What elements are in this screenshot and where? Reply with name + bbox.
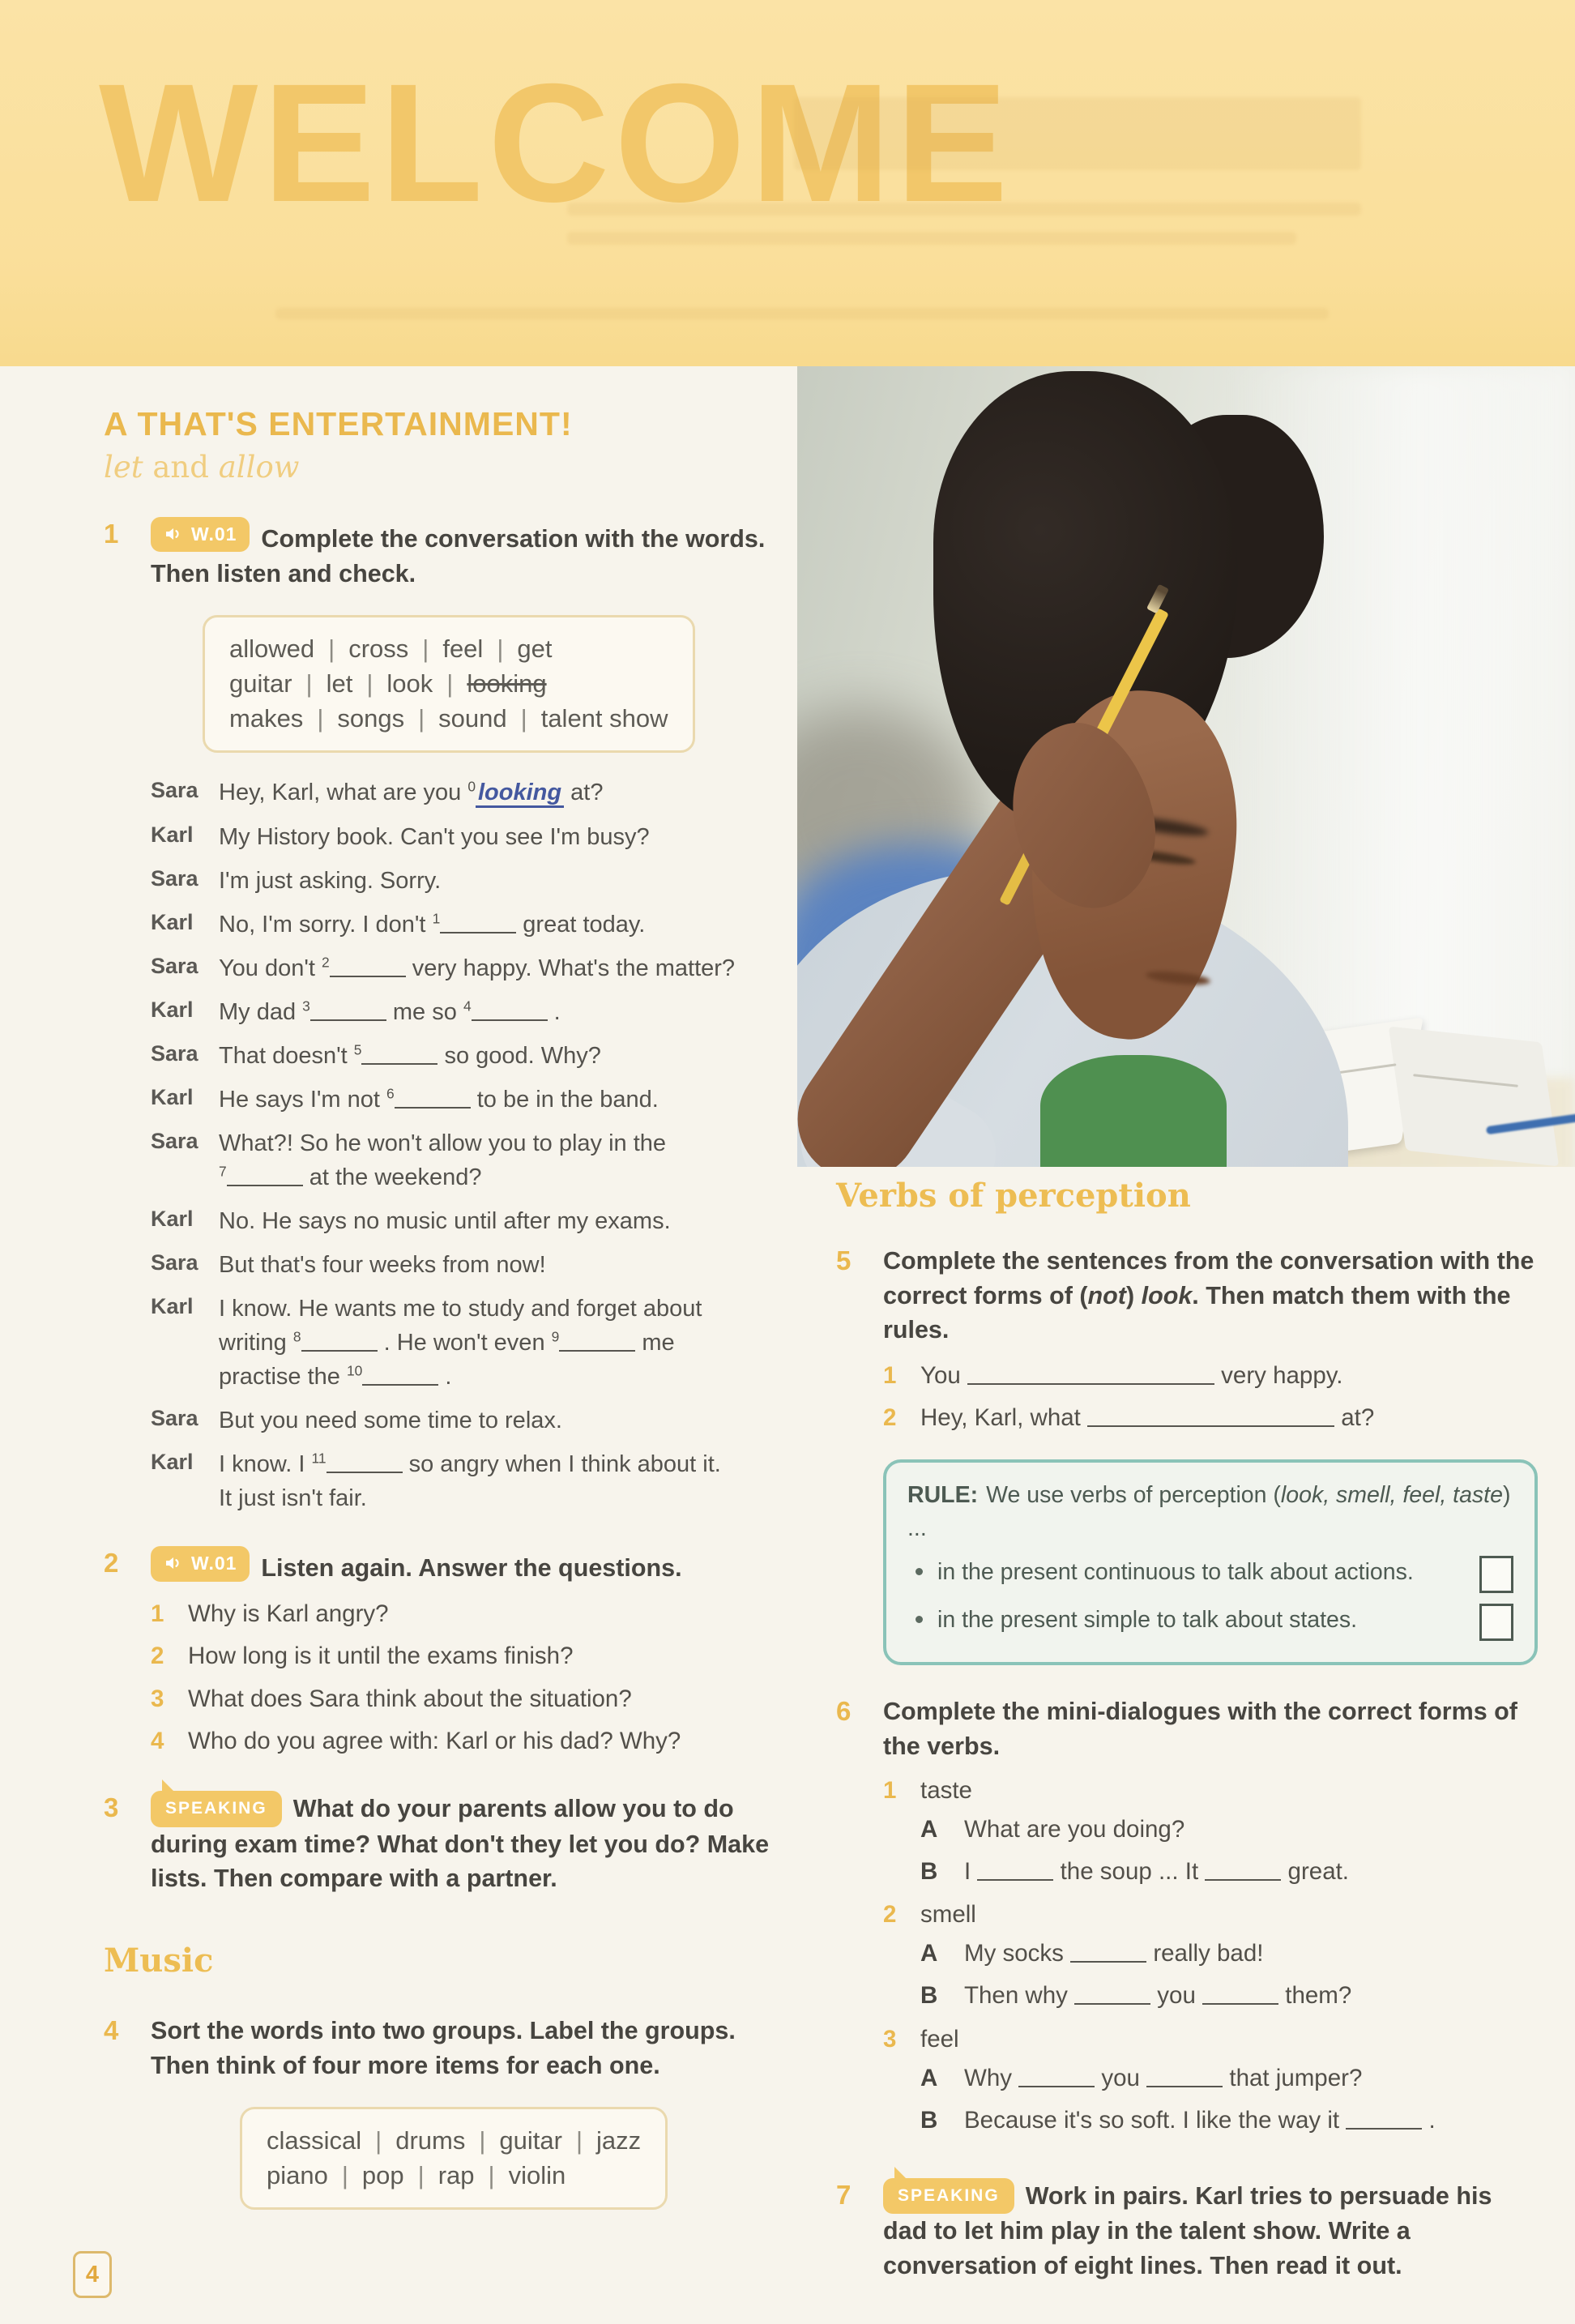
conversation-line bbox=[151, 951, 783, 985]
answer-blank[interactable] bbox=[1202, 1980, 1278, 2005]
blank-number: 2 bbox=[322, 954, 330, 970]
speech-text bbox=[219, 1204, 783, 1238]
audio-track-label: W.01 bbox=[191, 1553, 237, 1574]
blank-number: 8 bbox=[292, 1328, 301, 1345]
answer-blank[interactable] bbox=[967, 1360, 1214, 1385]
page-top-banner bbox=[0, 0, 1575, 366]
dialogue-verb-row bbox=[883, 2026, 1538, 2053]
exercise-1 bbox=[104, 517, 783, 1525]
conversation-line bbox=[151, 1292, 783, 1394]
speaker-name: Karl bbox=[151, 1084, 194, 1109]
question-text: Why is Karl angry? bbox=[188, 1600, 389, 1628]
text-segment: that jumper? bbox=[1223, 2065, 1363, 2092]
speaker-name: Sara bbox=[151, 953, 198, 978]
dialogue-speaker-label: B bbox=[920, 2107, 938, 2134]
speech-text bbox=[219, 775, 783, 810]
text-segment: . bbox=[1422, 2107, 1436, 2134]
rule-bullets bbox=[907, 1556, 1513, 1641]
text-segment: ) ... bbox=[907, 1481, 1511, 1541]
exercise-1-instruction bbox=[151, 517, 783, 591]
word-separator: | bbox=[317, 704, 324, 733]
conversation-line bbox=[151, 1403, 783, 1438]
dialogue-line bbox=[920, 1937, 1538, 1971]
exercise-number: 2 bbox=[104, 1548, 119, 1579]
word-box-word: jazz bbox=[596, 2126, 642, 2155]
exercise-number: 7 bbox=[836, 2179, 852, 2210]
exercise-6 bbox=[836, 1694, 1538, 2146]
text-segment: so angry when I think about it. bbox=[402, 1451, 721, 1478]
speech-text bbox=[219, 1447, 783, 1515]
left-column bbox=[104, 405, 783, 2232]
speaking-badge bbox=[883, 2178, 1014, 2214]
speaker-icon bbox=[164, 1553, 183, 1573]
answer-blank[interactable] bbox=[361, 1040, 438, 1064]
speaker-name: Sara bbox=[151, 1040, 198, 1066]
dialogue-speaker-label: B bbox=[920, 1982, 938, 2010]
dialogue-speaker-label: A bbox=[920, 1940, 938, 1967]
exercise-number: 6 bbox=[836, 1696, 852, 1727]
rule-checkbox[interactable] bbox=[1479, 1604, 1513, 1641]
blank-number: 7 bbox=[219, 1163, 227, 1180]
speaker-name: Karl bbox=[151, 1294, 194, 1319]
question-row bbox=[151, 1597, 783, 1630]
text-segment: Then why bbox=[964, 1982, 1075, 2010]
dialogue-group bbox=[883, 1777, 1538, 1889]
speaker-name: Karl bbox=[151, 822, 194, 847]
instruction-text: What do your parents allow you to do during exam time? What don't they let you do? Make lists. Then compare with a partner. bbox=[151, 1795, 770, 1893]
word-separator: | bbox=[446, 669, 454, 698]
answer-blank[interactable] bbox=[301, 1327, 378, 1352]
word-box-word: guitar bbox=[229, 669, 292, 698]
question-row bbox=[151, 1639, 783, 1673]
dialogue-number: 1 bbox=[883, 1776, 897, 1804]
dialogue-text bbox=[964, 2104, 1436, 2138]
word-box-word: look bbox=[386, 669, 433, 698]
question-row bbox=[151, 1724, 783, 1758]
speech-text bbox=[219, 1248, 783, 1282]
conversation-line bbox=[151, 1126, 783, 1194]
instruction-text: Complete the mini-dialogues with the correct forms of the verbs. bbox=[883, 1698, 1517, 1760]
text-segment: really bad! bbox=[1146, 1940, 1264, 1967]
text-segment: not bbox=[1087, 1281, 1126, 1309]
speaker-name: Sara bbox=[151, 1406, 198, 1431]
text-segment: I bbox=[964, 1857, 978, 1885]
speech-text bbox=[219, 1083, 783, 1117]
dialogue-line bbox=[920, 1979, 1538, 2013]
word-separator: | bbox=[497, 634, 504, 664]
word-separator: | bbox=[417, 2161, 425, 2190]
speaker-name: Sara bbox=[151, 1128, 198, 1153]
speech-text bbox=[219, 1292, 783, 1394]
dialogue-line bbox=[920, 2061, 1538, 2095]
word-box-word: guitar bbox=[499, 2126, 562, 2155]
text-segment: the soup ... It bbox=[1053, 1857, 1206, 1885]
dialogue-speaker-label: A bbox=[920, 2065, 938, 2092]
question-number: 4 bbox=[151, 1727, 164, 1754]
dialogue-speaker-label: B bbox=[920, 1857, 938, 1885]
word-box-word: feel bbox=[442, 634, 484, 664]
speaking-label: SPEAKING bbox=[898, 2185, 1000, 2205]
text-segment: No. He says no music until after my exams. bbox=[219, 1207, 671, 1234]
speaking-label: SPEAKING bbox=[165, 1799, 267, 1818]
text-segment: Hey, Karl, what are you bbox=[219, 780, 468, 806]
bullet-icon bbox=[916, 1616, 923, 1623]
word-box-row bbox=[267, 2126, 641, 2155]
blank-number: 5 bbox=[353, 1041, 362, 1058]
exercise-2 bbox=[104, 1546, 783, 1766]
speech-text bbox=[219, 1126, 783, 1194]
speaker-name: Sara bbox=[151, 778, 198, 803]
word-separator: | bbox=[375, 2126, 382, 2155]
blank-number: 11 bbox=[311, 1450, 327, 1467]
text-segment: Hey, Karl, what bbox=[920, 1404, 1088, 1432]
word-box-word: looking bbox=[467, 669, 547, 698]
word-separator: | bbox=[341, 2161, 348, 2190]
conversation-line bbox=[151, 864, 783, 898]
speaker-name: Karl bbox=[151, 909, 194, 934]
text-segment: . bbox=[547, 998, 561, 1025]
student-studying-photo bbox=[797, 366, 1575, 1167]
text-segment: No, I'm sorry. I don't bbox=[219, 911, 433, 938]
word-box-row bbox=[229, 704, 668, 733]
answer-blank[interactable] bbox=[310, 996, 386, 1020]
speech-text bbox=[219, 1039, 783, 1073]
word-box-word: allowed bbox=[229, 634, 315, 664]
conversation-line bbox=[151, 1204, 783, 1238]
sentence-number: 2 bbox=[883, 1404, 897, 1432]
text-segment: I know. I bbox=[219, 1451, 312, 1478]
exercise-1-word-box bbox=[203, 615, 695, 753]
rule-bullet-row bbox=[907, 1604, 1513, 1641]
word-separator: | bbox=[575, 2126, 583, 2155]
text-segment: look bbox=[1141, 1281, 1193, 1309]
text-segment: I'm just asking. Sorry. bbox=[219, 867, 442, 894]
speech-text bbox=[219, 995, 783, 1029]
text-segment: I know. He wants me to study and forget about bbox=[219, 1296, 702, 1322]
exercise-4-instruction bbox=[151, 2014, 783, 2083]
text-segment: so good. Why? bbox=[438, 1042, 601, 1069]
answer-blank[interactable] bbox=[1074, 1980, 1150, 2005]
conversation-line bbox=[151, 1447, 783, 1515]
dialogue-group bbox=[883, 2026, 1538, 2138]
text-segment: My socks bbox=[964, 1940, 1071, 1967]
question-text: What does Sara think about the situation? bbox=[188, 1685, 632, 1712]
dialogue-speaker-label: A bbox=[920, 1815, 938, 1843]
sentence-row bbox=[883, 1401, 1538, 1434]
word-box-row bbox=[229, 634, 668, 664]
answer-blank[interactable] bbox=[559, 1327, 635, 1352]
text-segment: You don't bbox=[219, 955, 322, 981]
conversation bbox=[151, 775, 783, 1515]
welcome-banner-title: WELCOME bbox=[99, 49, 1014, 237]
audio-badge[interactable] bbox=[151, 517, 250, 552]
rule-label: RULE: bbox=[907, 1481, 979, 1508]
exercise-number: 3 bbox=[104, 1792, 119, 1823]
text-segment: me bbox=[635, 1330, 675, 1356]
text-segment: me so bbox=[386, 998, 463, 1025]
section-a-title: A THAT'S ENTERTAINMENT! bbox=[104, 405, 573, 442]
dialogue-number: 3 bbox=[883, 2026, 897, 2053]
verbs-of-perception-heading: Verbs of perception bbox=[836, 1177, 1191, 1215]
dialogue-text bbox=[964, 1813, 1184, 1847]
text-segment: you bbox=[1095, 2065, 1147, 2092]
bullet-icon bbox=[916, 1568, 923, 1575]
blank-number: 9 bbox=[551, 1328, 560, 1345]
exercise-2-instruction bbox=[151, 1546, 783, 1586]
blank-number: 6 bbox=[386, 1085, 395, 1102]
word-box-word: drums bbox=[395, 2126, 466, 2155]
exercise-3 bbox=[104, 1791, 783, 1896]
blank-number: 4 bbox=[463, 998, 472, 1015]
answer-blank[interactable] bbox=[1146, 2062, 1223, 2087]
conversation-line bbox=[151, 995, 783, 1029]
audio-track-label: W.01 bbox=[191, 523, 237, 545]
exercise-7 bbox=[836, 2178, 1538, 2283]
rule-bullet-text: in the present simple to talk about states. bbox=[937, 1607, 1358, 1634]
text-segment: . Then match them with the rules. bbox=[883, 1281, 1511, 1344]
answer-blank[interactable] bbox=[1070, 1937, 1146, 1963]
word-box-word: violin bbox=[508, 2161, 566, 2190]
word-separator: | bbox=[366, 669, 373, 698]
word-separator: | bbox=[422, 634, 429, 664]
exercise-4-word-box bbox=[240, 2107, 668, 2210]
sentence-text bbox=[920, 1401, 1374, 1434]
text-segment: look, smell, feel, taste bbox=[1280, 1481, 1503, 1508]
exercise-5 bbox=[836, 1244, 1538, 1694]
exercise-3-instruction bbox=[151, 1791, 783, 1896]
word-box-word: pop bbox=[361, 2161, 404, 2190]
subtitle-word: and bbox=[143, 450, 219, 485]
text-segment: . bbox=[438, 1364, 452, 1391]
dialogue-verb-row bbox=[883, 1901, 1538, 1929]
text-segment: My History book. Can't you see I'm busy? bbox=[219, 823, 650, 850]
text-segment: What are you doing? bbox=[964, 1815, 1185, 1843]
text-segment: My dad bbox=[219, 998, 303, 1025]
answer-blank[interactable] bbox=[440, 908, 516, 933]
answer-blank[interactable] bbox=[1018, 2062, 1095, 2087]
exercise-7-instruction bbox=[883, 2178, 1538, 2283]
answer-blank[interactable] bbox=[472, 996, 548, 1020]
question-number: 1 bbox=[151, 1600, 164, 1628]
rule-box bbox=[883, 1459, 1538, 1666]
word-box-word: classical bbox=[267, 2126, 362, 2155]
exercise-4 bbox=[104, 2014, 783, 2232]
speech-text bbox=[219, 951, 783, 985]
text-segment: We use verbs of perception ( bbox=[986, 1481, 1281, 1508]
sentence-row bbox=[883, 1359, 1538, 1392]
text-segment: writing bbox=[219, 1330, 293, 1356]
answer-blank[interactable] bbox=[1346, 2104, 1422, 2130]
question-text: How long is it until the exams finish? bbox=[188, 1643, 574, 1670]
audio-badge[interactable] bbox=[151, 1546, 250, 1581]
exercise-5-items bbox=[883, 1359, 1538, 1435]
dialogue-text bbox=[964, 1979, 1351, 2013]
dialogue-text bbox=[964, 1855, 1349, 1889]
sentence-text bbox=[920, 1359, 1343, 1392]
word-separator: | bbox=[479, 2126, 486, 2155]
answer-blank[interactable] bbox=[1205, 1856, 1281, 1881]
text-segment: to be in the band. bbox=[470, 1086, 659, 1113]
text-segment: That doesn't bbox=[219, 1042, 354, 1069]
sentence-number: 1 bbox=[883, 1362, 897, 1390]
conversation-line bbox=[151, 1083, 783, 1117]
question-number: 2 bbox=[151, 1643, 164, 1670]
text-segment: them? bbox=[1278, 1982, 1352, 2010]
word-box-word: songs bbox=[337, 704, 405, 733]
text-segment: . He won't even bbox=[377, 1330, 552, 1356]
speaker-icon bbox=[164, 524, 183, 544]
dialogue-text bbox=[964, 2061, 1362, 2095]
instruction-text: Listen again. Answer the questions. bbox=[261, 1554, 682, 1583]
text-segment: very happy. What's the matter? bbox=[405, 955, 736, 981]
dialogue-group bbox=[883, 1901, 1538, 2013]
conversation-line bbox=[151, 820, 783, 854]
open-book-page bbox=[1389, 1027, 1559, 1167]
text-segment: you bbox=[1150, 1982, 1203, 2010]
blank-number: 10 bbox=[346, 1362, 363, 1379]
subtitle-word: let bbox=[104, 450, 143, 485]
right-column bbox=[836, 1177, 1538, 2283]
question-text: Who do you agree with: Karl or his dad? Why? bbox=[188, 1727, 681, 1754]
speaker-name: Sara bbox=[151, 865, 198, 891]
answer-blank[interactable] bbox=[977, 1856, 1053, 1881]
dialogue-verb: taste bbox=[920, 1776, 972, 1804]
exercise-number: 4 bbox=[104, 2015, 119, 2046]
text-segment: at? bbox=[564, 780, 604, 806]
answer-blank[interactable] bbox=[395, 1083, 471, 1108]
answer-blank[interactable] bbox=[227, 1161, 303, 1185]
conversation-line bbox=[151, 1039, 783, 1073]
dialogue-verb: smell bbox=[920, 1901, 976, 1929]
text-segment: at the weekend? bbox=[302, 1164, 482, 1190]
text-segment: It just isn't fair. bbox=[219, 1485, 367, 1512]
question-number: 3 bbox=[151, 1685, 164, 1712]
speech-text bbox=[219, 1403, 783, 1438]
instruction-text: Work in pairs. Karl tries to persuade his dad to let him play in the talent show. Write a conversation of eight lines. Then read it out. bbox=[883, 2181, 1492, 2279]
text-segment: great. bbox=[1281, 1857, 1349, 1885]
dialogue-line bbox=[920, 2104, 1538, 2138]
music-heading: Music bbox=[104, 1942, 214, 1980]
word-separator: | bbox=[418, 704, 425, 733]
word-box-word: cross bbox=[348, 634, 409, 664]
text-segment: Complete the sentences from the conversation with the correct forms of ( bbox=[883, 1247, 1534, 1309]
exercise-6-dialogues bbox=[883, 1777, 1538, 2138]
text-segment: What?! So he won't allow you to play in the bbox=[219, 1130, 667, 1156]
bleed-through-artifact bbox=[794, 97, 1361, 170]
answer-blank[interactable] bbox=[327, 1449, 403, 1473]
dialogue-line bbox=[920, 1855, 1538, 1889]
word-box-word: rap bbox=[438, 2161, 475, 2190]
bleed-through-artifact bbox=[567, 232, 1296, 245]
dialogue-number: 2 bbox=[883, 1901, 897, 1929]
speech-text bbox=[219, 908, 783, 942]
word-box-word: makes bbox=[229, 704, 304, 733]
instruction-text: Sort the words into two groups. Label the groups. Then think of four more items for each one. bbox=[151, 2017, 736, 2079]
conversation-line bbox=[151, 908, 783, 942]
blank-number: 1 bbox=[432, 909, 441, 926]
exercise-number: 1 bbox=[104, 519, 119, 549]
answer-blank[interactable] bbox=[330, 952, 406, 976]
dialogue-text bbox=[964, 1937, 1263, 1971]
question-row bbox=[151, 1682, 783, 1715]
conversation-line bbox=[151, 775, 783, 810]
word-separator: | bbox=[328, 634, 335, 664]
rule-bullet-text: in the present continuous to talk about actions. bbox=[937, 1559, 1414, 1586]
word-separator: | bbox=[488, 2161, 495, 2190]
answer-blank[interactable] bbox=[362, 1361, 438, 1386]
blank-number: 3 bbox=[302, 998, 310, 1015]
rule-checkbox[interactable] bbox=[1479, 1556, 1513, 1593]
word-box-word: piano bbox=[267, 2161, 328, 2190]
word-box-word: let bbox=[326, 669, 353, 698]
word-box-row bbox=[229, 669, 668, 698]
exercise-5-instruction bbox=[883, 1244, 1538, 1348]
word-box-word: talent show bbox=[540, 704, 668, 733]
speech-text bbox=[219, 864, 783, 898]
section-a-subtitle bbox=[104, 450, 783, 485]
word-box-row bbox=[267, 2161, 641, 2190]
rule-intro bbox=[907, 1479, 1513, 1546]
speaker-name: Karl bbox=[151, 1206, 194, 1231]
word-box-word: sound bbox=[438, 704, 507, 733]
text-segment: But you need some time to relax. bbox=[219, 1408, 562, 1434]
word-box-word: get bbox=[517, 634, 553, 664]
text-segment: at? bbox=[1334, 1404, 1375, 1432]
text-segment: practise the bbox=[219, 1364, 347, 1391]
text-segment: very happy. bbox=[1214, 1362, 1343, 1390]
speaker-name: Sara bbox=[151, 1250, 198, 1275]
speaker-name: Karl bbox=[151, 997, 194, 1022]
exercise-2-questions bbox=[151, 1597, 783, 1758]
text-segment: You bbox=[920, 1362, 967, 1390]
instruction-text: Complete the conversation with the words. Then listen and check. bbox=[151, 525, 766, 587]
dialogue-verb-row bbox=[883, 1777, 1538, 1805]
word-separator: | bbox=[520, 704, 527, 733]
text-segment: He says I'm not bbox=[219, 1086, 386, 1113]
bleed-through-artifact bbox=[275, 308, 1329, 319]
speaking-badge bbox=[151, 1791, 282, 1826]
subtitle-word: allow bbox=[218, 450, 300, 485]
speech-text bbox=[219, 820, 783, 854]
page-number: 4 bbox=[73, 2251, 112, 2298]
dialogue-verb: feel bbox=[920, 2026, 959, 2053]
student-green-tshirt bbox=[1040, 1055, 1227, 1167]
dialogue-line bbox=[920, 1813, 1538, 1847]
text-segment: Why bbox=[964, 2065, 1019, 2092]
speaker-name: Karl bbox=[151, 1450, 194, 1475]
text-segment: ) bbox=[1125, 1281, 1142, 1309]
word-separator: | bbox=[305, 669, 313, 698]
rule-bullet-row bbox=[907, 1556, 1513, 1593]
answer-blank[interactable] bbox=[1087, 1402, 1334, 1427]
text-segment: Because it's so soft. I like the way it bbox=[964, 2107, 1347, 2134]
blank-number: 0 bbox=[467, 778, 476, 795]
exercise-number: 5 bbox=[836, 1245, 852, 1275]
conversation-line bbox=[151, 1248, 783, 1282]
bleed-through-artifact bbox=[567, 203, 1361, 216]
text-segment: great today. bbox=[516, 911, 646, 938]
text-segment: But that's four weeks from now! bbox=[219, 1251, 546, 1278]
exercise-6-instruction bbox=[883, 1694, 1538, 1763]
example-answer: looking bbox=[476, 780, 564, 808]
